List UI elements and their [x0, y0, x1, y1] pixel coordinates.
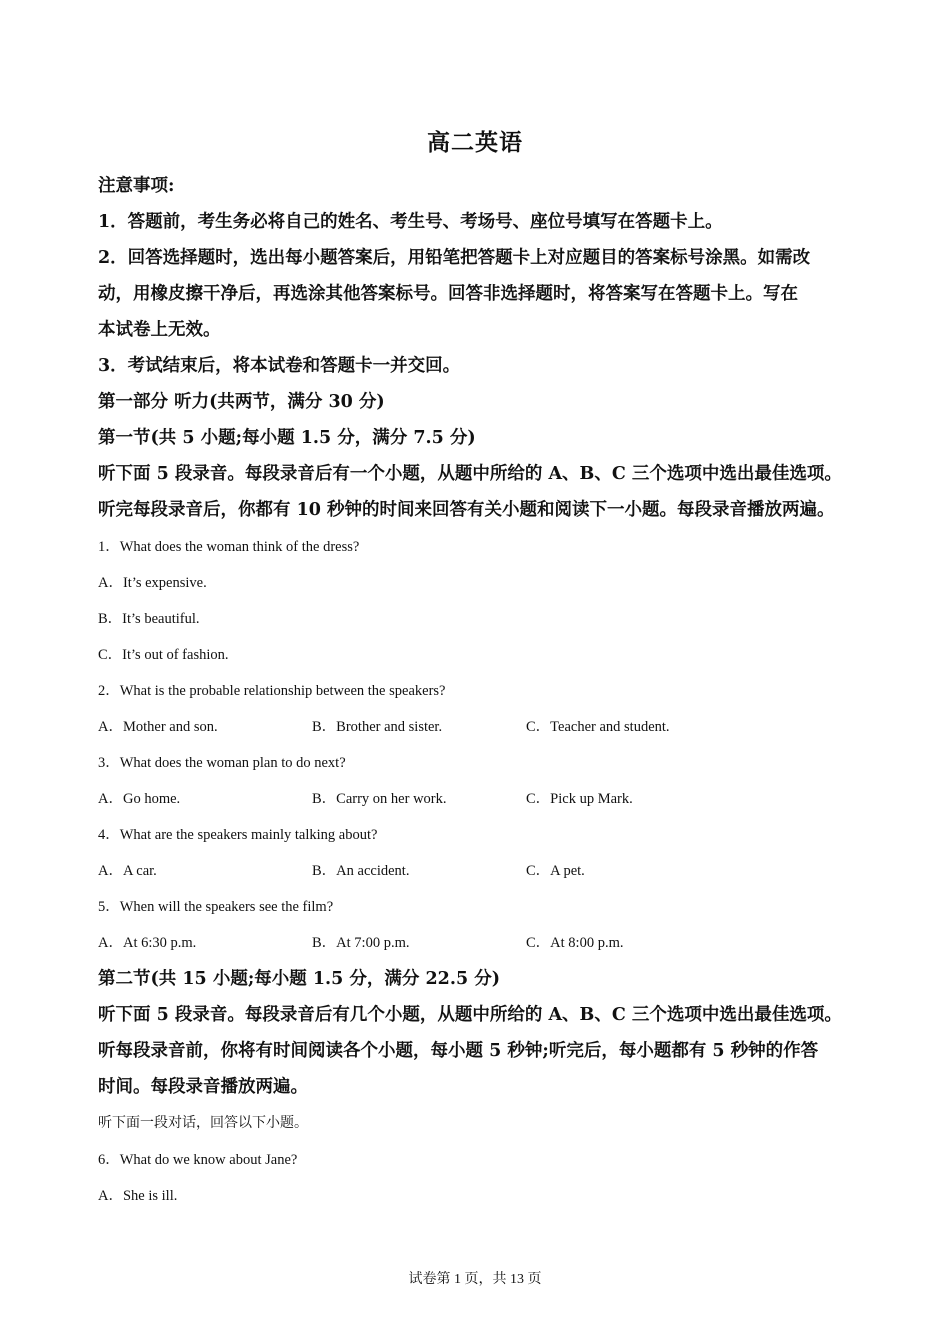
q4-option-b: B．An accident.	[312, 863, 410, 879]
page-footer: 试卷第 1 页，共 13 页	[408, 1272, 542, 1287]
part1-heading: 第一部分 听力(共两节，满分 30 分)	[98, 392, 385, 412]
q5-option-c: C．At 8:00 p.m.	[526, 935, 624, 951]
q1-stem: 1．What does the woman think of the dress?	[98, 539, 360, 555]
notice-item-2-line-2: 动，用橡皮擦干净后，再选涂其他答案标号。回答非选择题时，将答案写在答题卡上。写在	[98, 284, 798, 304]
q6-stem: 6．What do we know about Jane?	[98, 1152, 298, 1168]
q3-option-c: C．Pick up Mark.	[526, 791, 633, 807]
q5-stem: 5．When will the speakers see the film?	[98, 899, 334, 915]
q1-option-b: B．It’s beautiful.	[98, 611, 200, 627]
q1-option-a: A．It’s expensive.	[98, 575, 207, 591]
q2-option-c: C．Teacher and student.	[526, 719, 670, 735]
q3-option-b: B．Carry on her work.	[312, 791, 447, 807]
q4-option-c: C．A pet.	[526, 863, 585, 879]
q6-option-a: A．She is ill.	[98, 1188, 178, 1204]
q4-option-a: A．A car.	[98, 863, 157, 879]
notice-heading: 注意事项:	[98, 176, 175, 196]
q3-option-a: A．Go home.	[98, 791, 181, 807]
q4-stem: 4．What are the speakers mainly talking about?	[98, 827, 378, 843]
section2-instructions-line-3: 时间。每段录音播放两遍。	[98, 1077, 308, 1097]
q5-option-b: B．At 7:00 p.m.	[312, 935, 410, 951]
notice-item-2-line-3: 本试卷上无效。	[98, 320, 221, 340]
section2-instructions-line-1: 听下面 5 段录音。每段录音后有几个小题，从题中所给的 A、B、C 三个选项中选出最佳选项。	[98, 1005, 842, 1025]
q2-option-b: B．Brother and sister.	[312, 719, 443, 735]
q5-option-a: A．At 6:30 p.m.	[98, 935, 197, 951]
section1-instructions-line-1: 听下面 5 段录音。每段录音后有一个小题，从题中所给的 A、B、C 三个选项中选出最佳选项。	[98, 464, 842, 484]
q2-option-a: A．Mother and son.	[98, 719, 218, 735]
q2-stem: 2．What is the probable relationship between the speakers?	[98, 683, 446, 699]
q1-option-c: C．It’s out of fashion.	[98, 647, 229, 663]
section1-instructions-line-2: 听完每段录音后，你都有 10 秒钟的时间来回答有关小题和阅读下一小题。每段录音播放两遍。	[98, 500, 835, 520]
notice-item-1: 1．答题前，考生务必将自己的姓名、考生号、考场号、座位号填写在答题卡上。	[98, 212, 723, 232]
q3-stem: 3．What does the woman plan to do next?	[98, 755, 346, 771]
section1-heading: 第一节(共 5 小题;每小题 1.5 分，满分 7.5 分)	[98, 428, 476, 448]
dialog-intro: 听下面一段对话，回答以下小题。	[98, 1115, 308, 1131]
notice-item-3: 3．考试结束后，将本试卷和答题卡一并交回。	[98, 356, 461, 376]
section2-heading: 第二节(共 15 小题;每小题 1.5 分，满分 22.5 分)	[98, 969, 500, 989]
section2-instructions-line-2: 听每段录音前，你将有时间阅读各个小题，每小题 5 秒钟;听完后，每小题都有 5 秒钟的作答	[98, 1041, 819, 1061]
page-title: 高二英语	[427, 129, 523, 156]
notice-item-2-line-1: 2．回答选择题时，选出每小题答案后，用铅笔把答题卡上对应题目的答案标号涂黑。如需改	[98, 248, 811, 268]
